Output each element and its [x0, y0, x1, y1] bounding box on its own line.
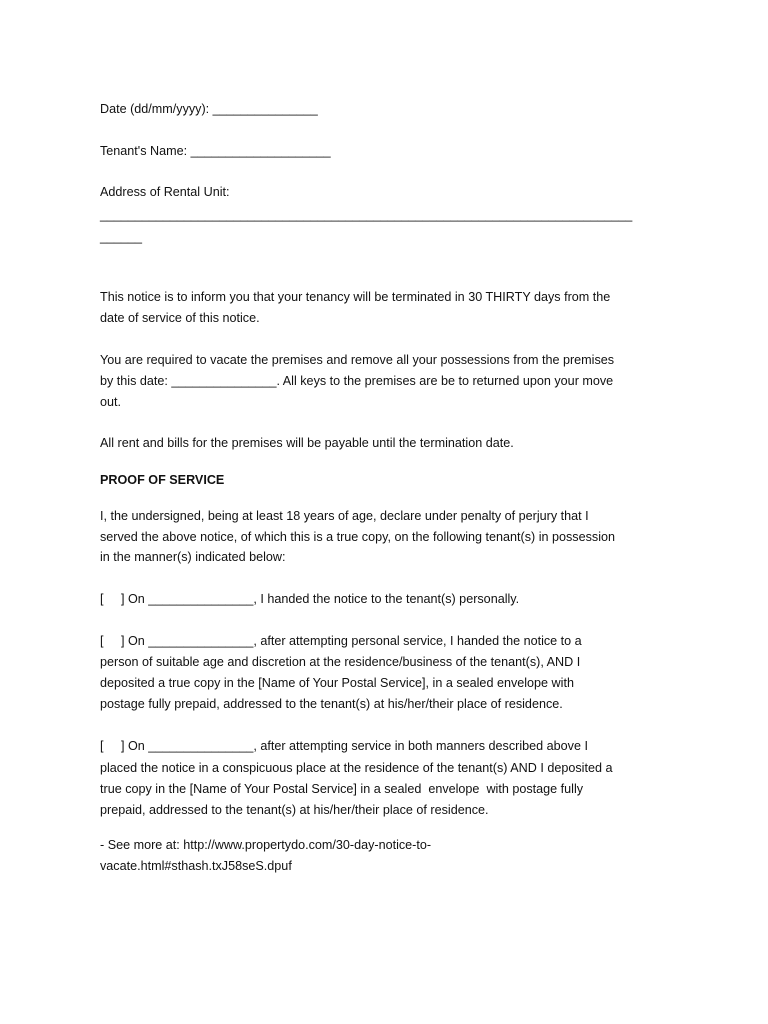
- service-option-2-line-4: postage fully prepaid, addressed to the tenant(s) at his/her/their place of residence.: [100, 697, 563, 711]
- service-option-2-line-3: deposited a true copy in the [Name of Your Postal Service], in a sealed envelope with: [100, 676, 574, 690]
- service-option-2-line-2: person of suitable age and discretion at the residence/business of the tenant(s), AND I: [100, 655, 581, 669]
- address-line-1: ____________________________________________________________________________: [100, 208, 633, 222]
- notice-paragraph-2-line-2: by this date: _______________. All keys to the premises are be to returned upon your move: [100, 374, 614, 388]
- notice-paragraph-2-line-3: out.: [100, 395, 122, 409]
- proof-intro-line-2: served the above notice, of which this is a true copy, on the following tenant(s) in possession: [100, 530, 615, 544]
- proof-intro-line-3: in the manner(s) indicated below:: [100, 550, 286, 564]
- service-option-1: [ ] On _______________, I handed the notice to the tenant(s) personally.: [100, 592, 520, 606]
- see-more-link-line-2: vacate.html#sthash.txJ58seS.dpuf: [100, 859, 292, 873]
- address-line-2: ______: [100, 230, 143, 244]
- notice-paragraph-1-line-2: date of service of this notice.: [100, 311, 260, 325]
- service-option-3-line-4: prepaid, addressed to the tenant(s) at his/her/their place of residence.: [100, 803, 489, 817]
- notice-paragraph-3: All rent and bills for the premises will be payable until the termination date.: [100, 436, 514, 450]
- service-option-3-line-3: true copy in the [Name of Your Postal Service] in a sealed envelope with postage fully: [100, 782, 584, 796]
- address-label: Address of Rental Unit:: [100, 185, 230, 199]
- notice-paragraph-1-line-1: This notice is to inform you that your tenancy will be terminated in 30 THIRTY days from the: [100, 290, 611, 304]
- service-option-3-line-1: [ ] On _______________, after attempting service in both manners described above I: [100, 739, 588, 753]
- proof-intro-line-1: I, the undersigned, being at least 18 years of age, declare under penalty of perjury that I: [100, 509, 589, 523]
- see-more-link-line-1: - See more at: http://www.propertydo.com/30-day-notice-to-: [100, 838, 432, 852]
- date-field: Date (dd/mm/yyyy): _______________: [100, 102, 318, 116]
- service-option-3-line-2: placed the notice in a conspicuous place at the residence of the tenant(s) AND I deposited a: [100, 761, 613, 775]
- notice-paragraph-2-line-1: You are required to vacate the premises and remove all your possessions from the premises: [100, 353, 615, 367]
- proof-of-service-heading: PROOF OF SERVICE: [100, 473, 225, 487]
- tenant-name-field: Tenant's Name: ____________________: [100, 144, 331, 158]
- service-option-2-line-1: [ ] On _______________, after attempting personal service, I handed the notice to a: [100, 634, 582, 648]
